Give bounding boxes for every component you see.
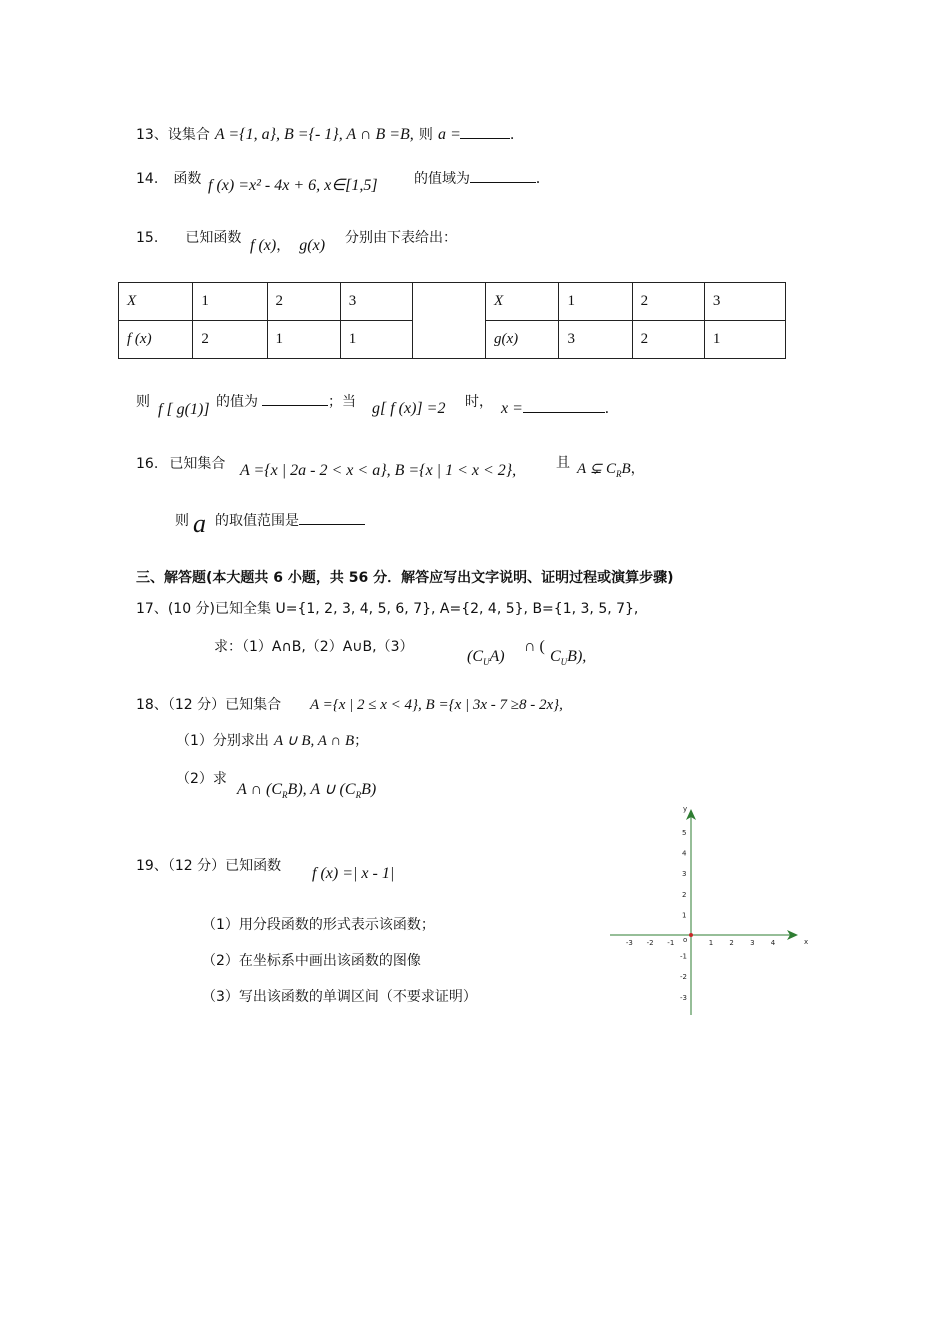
q14-tail-wrap	[414, 168, 540, 188]
q17-number: 17、	[136, 601, 168, 617]
q13-number: 13、	[136, 127, 168, 143]
q17-ask: 求：（1）A∩B,（2）A∪B,（3）	[214, 639, 414, 655]
y-axis-label: y	[683, 805, 688, 813]
question-13	[136, 124, 514, 144]
q18-p2-mid: B), A ∪ (C	[287, 781, 356, 798]
table-gap-cell	[412, 283, 485, 359]
q18-p2-sub2: R	[355, 790, 362, 801]
q17-sub-u2: U	[560, 657, 568, 668]
q15-number: 15.	[136, 230, 159, 246]
q15-sub-question	[136, 391, 150, 411]
q16-answer-blank	[299, 510, 365, 525]
q15-value-table	[118, 282, 786, 359]
q15-answer-blank-1	[262, 391, 328, 406]
origin-label: o	[683, 936, 688, 944]
q18-p1: （1）分别求出	[176, 733, 269, 749]
y-tick-label: -1	[680, 952, 687, 961]
q15-answer-blank-2	[523, 398, 605, 413]
q17-ask-wrap	[214, 636, 413, 656]
q19-p1: （1）用分段函数的形式表示该函数；	[202, 917, 435, 933]
q18-part1	[176, 730, 368, 750]
q17-sub-u: U	[483, 657, 490, 668]
q17-b: B),	[567, 648, 587, 665]
q16-sub-r: R	[615, 469, 622, 480]
x-tick-labels	[626, 939, 776, 947]
q17-a: A)	[489, 648, 505, 665]
q13-answer-blank	[460, 124, 510, 139]
q15-expr2-wrap	[372, 398, 445, 418]
q14-label: 函数	[173, 171, 202, 187]
t2-header-x: X	[486, 283, 559, 321]
q14-end: .	[536, 170, 540, 187]
q15-tail2: 时，	[465, 394, 493, 410]
coordinate-axes	[605, 800, 815, 1022]
q15-end: .	[604, 400, 609, 417]
q19-part3	[202, 986, 477, 1006]
q19-expr: f (x) =| x - 1|	[312, 865, 395, 882]
t1-header-2: 2	[267, 283, 340, 321]
q17-c2: C	[550, 648, 561, 665]
y-tick-label: 5	[682, 829, 687, 837]
y-tick-label: -2	[680, 973, 687, 982]
x-tick-label: 4	[770, 939, 776, 947]
q13-var: a	[437, 126, 446, 143]
q18-number: 18、	[136, 697, 168, 713]
question-18	[136, 694, 281, 714]
q16-and-wrap	[556, 452, 570, 472]
q15-tail1-wrap	[216, 391, 356, 411]
q18-expr: A ={x | 2 ≤ x < 4}, B ={x | 3x - 7 ≥8 - 2x},	[310, 697, 563, 713]
t1-header-x: X	[119, 283, 193, 321]
q15-g: g(x)	[299, 237, 326, 254]
t2-row-1: 3	[559, 321, 632, 359]
q18-p2-expr-wrap	[237, 779, 376, 800]
q19-text: （12 分）已知函数	[167, 858, 282, 874]
q18-part2	[176, 768, 227, 788]
q16-tail: 的取值范围是	[215, 513, 299, 529]
q14-expr-text: f (x) =x² - 4x + 6, x∈[1,5]	[208, 177, 378, 194]
question-14	[136, 168, 201, 188]
q15-xeq: x =	[501, 400, 523, 417]
q16-var: a	[193, 509, 206, 538]
y-tick-label: 3	[682, 870, 687, 879]
q15-expr1-wrap	[158, 399, 210, 419]
q19-part2	[202, 950, 421, 970]
q17-cap: ∩ (	[524, 638, 545, 655]
question-16	[136, 453, 225, 473]
q16-tail-wrap	[215, 510, 365, 530]
q17-c: (C	[467, 648, 483, 665]
q18-p2: （2）求	[176, 771, 227, 787]
t1-header-1: 1	[193, 283, 267, 321]
q15-tail2-wrap	[465, 391, 493, 411]
q14-tail: 的值域为	[414, 171, 470, 187]
t2-header-1: 1	[559, 283, 632, 321]
y-tick-label: 1	[682, 911, 687, 920]
q15-functions	[250, 235, 325, 255]
origin-point	[689, 933, 693, 937]
t1-header-3: 3	[340, 283, 412, 321]
x-tick-label: 2	[729, 939, 734, 947]
x-tick-label: -3	[625, 939, 633, 947]
q15-tail1: 的值为	[216, 394, 258, 410]
q16-b: B	[621, 461, 631, 477]
x-tick-label: -2	[646, 939, 654, 947]
t1-row-2: 1	[267, 321, 340, 359]
q15-tail-wrap	[345, 227, 457, 247]
q19-expr-wrap	[312, 863, 394, 883]
t2-row-gx: g(x)	[486, 321, 559, 359]
q18-text: （12 分）已知集合	[167, 697, 282, 713]
q17-expr2-wrap	[550, 646, 586, 667]
t1-row-fx: f (x)	[119, 321, 193, 359]
q13-then: 则	[418, 127, 433, 143]
q17-cap-wrap	[524, 636, 545, 656]
q16-expr-wrap	[240, 460, 516, 480]
q16-label: 已知集合	[169, 456, 226, 472]
q17-expr-wrap	[467, 646, 505, 667]
q17-text: (10 分)已知全集 U={1, 2, 3, 4, 5, 6, 7}, A={2, 4, 5}, B={1, 3, 5, 7},	[167, 601, 639, 617]
y-tick-labels	[680, 829, 687, 1002]
t2-header-2: 2	[632, 283, 704, 321]
q13-end: .	[510, 126, 515, 143]
x-tick-label: 1	[708, 939, 714, 947]
q16-number: 16.	[136, 456, 159, 472]
t2-header-3: 3	[704, 283, 785, 321]
q18-p2-sub: R	[282, 790, 288, 801]
q16-line2-then: 则	[175, 513, 189, 529]
x-tick-label: 3	[750, 939, 755, 947]
q15-expr2: g[ f (x)] =2	[372, 400, 446, 417]
q13-expr: A ={1, a}, B ={- 1}, A ∩ B =B,	[214, 126, 414, 143]
question-17	[136, 598, 638, 618]
q13-eq: =	[451, 126, 461, 143]
q15-then: 则	[136, 394, 150, 410]
q19-p3: （3）写出该函数的单调区间（不要求证明）	[202, 989, 477, 1005]
x-axis-label: x	[804, 938, 809, 946]
q14-answer-blank	[470, 168, 536, 183]
q15-comma: ，	[276, 238, 291, 254]
q16-and: 且	[556, 455, 570, 471]
q13-label: 设集合	[167, 127, 210, 143]
q16-subset-wrap	[577, 458, 645, 479]
q15-xeq-wrap	[501, 398, 609, 418]
q19-part1	[202, 914, 435, 934]
q14-number: 14.	[136, 171, 159, 187]
section-3-title: 三、解答题(本大题共 6 小题，共 56 分．解答应写出文字说明、证明过程或演算步骤)	[136, 570, 674, 586]
t1-row-1: 2	[193, 321, 267, 359]
q14-expr	[208, 175, 378, 195]
q15-f: f (x)	[250, 237, 277, 254]
t2-row-3: 1	[704, 321, 785, 359]
q15-when: ；当	[328, 394, 356, 410]
q16-subset: A ⊊ C	[577, 461, 616, 477]
q18-p1-expr: A ∪ B, A ∩ B	[274, 733, 355, 749]
section-3-heading	[136, 567, 674, 587]
q18-p1-end: ；	[354, 733, 369, 749]
q15-tail: 分别由下表给出：	[345, 230, 457, 246]
t2-row-2: 2	[632, 321, 704, 359]
y-tick-label: 2	[682, 890, 687, 899]
y-tick-label: -3	[680, 993, 687, 1002]
q15-expr1: f [ g(1)]	[158, 401, 210, 418]
question-19	[136, 855, 281, 875]
q19-p2: （2）在坐标系中画出该函数的图像	[202, 953, 421, 969]
y-tick-label: 4	[682, 849, 687, 858]
x-tick-label: -1	[667, 939, 675, 947]
q19-number: 19、	[136, 858, 168, 874]
q18-p2-expr: A ∩ (C	[237, 781, 283, 798]
q16-comma: ，	[630, 461, 645, 477]
q15-label: 已知函数	[185, 230, 242, 246]
q18-p2-end: B)	[361, 781, 377, 798]
q16-var-wrap	[193, 509, 206, 539]
q16-expr: A ={x | 2a - 2 < x < a}, B ={x | 1 < x < 2},	[240, 462, 517, 479]
q16-line2	[175, 510, 189, 530]
t1-row-3: 1	[340, 321, 412, 359]
q18-expr-wrap	[310, 694, 563, 714]
question-15	[136, 227, 241, 247]
